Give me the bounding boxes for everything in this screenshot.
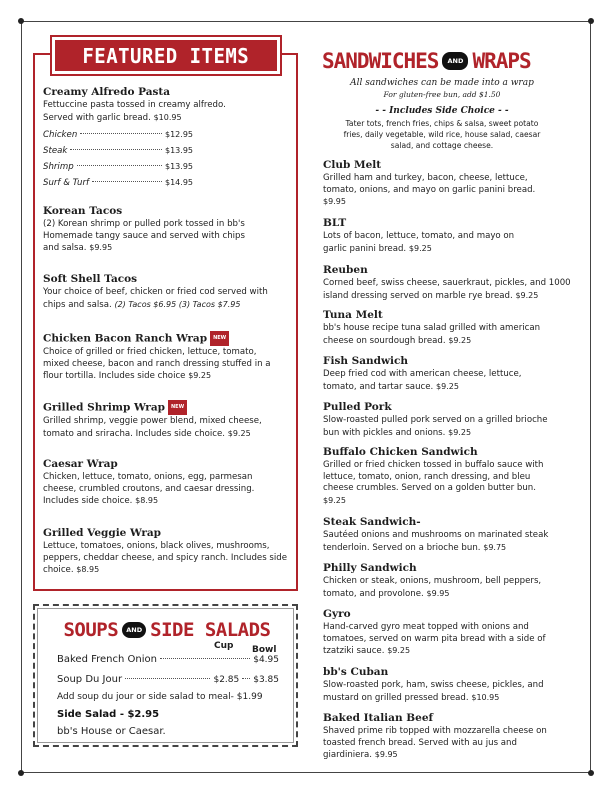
soup-addon: Add soup du jour or side salad to meal- $1.99 bbox=[57, 692, 263, 702]
sandwich-item: Philly Sandwich Chicken or steak, onions, mushroom, bell peppers, tomato, and provolone. $9.95 bbox=[323, 562, 542, 599]
corner-dot bbox=[588, 18, 594, 24]
sandwich-item: Pulled Pork Slow-roasted pulled pork served on a grilled brioche bun with pickles and onions. $9.25 bbox=[323, 401, 548, 438]
menu-item: Grilled Veggie Wrap Lettuce, tomatoes, onions, black olives, mushrooms, peppers, cheddar cheese, and spicy ranch. Includes side choice. $8.95 bbox=[43, 527, 288, 576]
sandwiches-title: SANDWICHES AND WRAPS bbox=[322, 49, 531, 73]
sandwich-item: BLT Lots of bacon, lettuce, tomato, and mayo on garlic panini bread. $9.25 bbox=[323, 217, 515, 254]
menu-item: Korean Tacos (2) Korean shrimp or pulled pork tossed in bb's Homemade tangy sauce and served with chips and salsa. $9.95 bbox=[43, 205, 245, 254]
item-name: Creamy Alfredo Pasta bbox=[43, 86, 171, 98]
sandwich-item: Baked Italian Beef Shaved prime rib topped with mozzarella cheese on toasted french bread. Served with au jus and giardiniera. $9.95 bbox=[323, 712, 547, 761]
sandwich-item: bb's Cuban Slow-roasted pork, ham, swiss cheese, pickles, and mustard on grilled pressed bread. $10.95 bbox=[323, 666, 544, 703]
item-desc: Fettuccine pasta tossed in creamy alfredo. Served with garlic bread. bbox=[43, 100, 226, 123]
wrap-note: All sandwiches can be made into a wrap bbox=[350, 78, 534, 88]
sandwich-item: Buffalo Chicken Sandwich Grilled or fried chicken tossed in buffalo sauce with lettuce, tomato, onion, ranch dressing, and bleu cheese crumbles. Served on a golden butter bun. $9.25 bbox=[323, 446, 544, 505]
menu-item-alfredo bbox=[43, 86, 291, 191]
addon-row: Surf & Turf $14.95 bbox=[43, 178, 193, 189]
menu-item: Grilled Shrimp Wrap NEW Grilled shrimp, veggie power blend, mixed cheese, tomato and sriracha. Includes side choice. $9.25 bbox=[43, 401, 262, 439]
featured-title: FEATURED ITEMS bbox=[82, 43, 250, 68]
new-badge: NEW bbox=[210, 331, 229, 346]
soup-row: Baked French Onion $4.95 bbox=[57, 654, 279, 665]
addon-row: Shrimp $13.95 bbox=[43, 162, 193, 173]
item-price: $10.95 bbox=[153, 112, 182, 122]
new-badge: NEW bbox=[168, 400, 187, 415]
corner-dot bbox=[588, 770, 594, 776]
addon-row: Chicken $12.95 bbox=[43, 130, 193, 141]
side-salad: Side Salad - $2.95 bbox=[57, 709, 160, 720]
soups-title: SOUPS AND SIDE SALADS bbox=[63, 619, 271, 641]
sandwich-item: Fish Sandwich Deep fried cod with american cheese, lettuce, tomato, and tartar sauce. $9.25 bbox=[323, 355, 522, 392]
gluten-note: For gluten-free bun, add $1.50 bbox=[383, 90, 501, 99]
side-salad-desc: bb's House or Caesar. bbox=[57, 726, 166, 737]
side-choices: Tater tots, french fries, chips & salsa, sweet potato fries, daily vegetable, wild rice, house salad, caesar salad, and cottage cheese. bbox=[343, 119, 541, 150]
sandwich-item: Reuben Corned beef, swiss cheese, sauerkraut, pickles, and 1000 island dressing served on marble rye bread. $9.25 bbox=[323, 264, 571, 301]
corner-dot bbox=[18, 770, 24, 776]
includes-side-heading: - - Includes Side Choice - - bbox=[375, 106, 509, 116]
sandwich-item: Steak Sandwich- Sautéed onions and mushrooms on marinated steak tenderloin. Served on a brioche bun. $9.75 bbox=[323, 516, 549, 553]
corner-dot bbox=[18, 18, 24, 24]
menu-item: Caesar Wrap Chicken, lettuce, tomato, onions, egg, parmesan cheese, crumbled croutons, and caesar dressing. Includes side choice. $8.95 bbox=[43, 458, 255, 507]
menu-item: Soft Shell Tacos Your choice of beef, chicken or fried cod served with chips and salsa. (2) Tacos $6.95 (3) Tacos $7.95 bbox=[43, 273, 268, 310]
sandwich-item: Tuna Melt bb's house recipe tuna salad grilled with american cheese on sourdough bread. $9.25 bbox=[323, 309, 541, 346]
menu-item: Chicken Bacon Ranch Wrap NEW Choice of grilled or fried chicken, lettuce, tomato, mixed cheese, bacon and ranch dressing stuffed in a flour tortilla. Includes side choice $9.25 bbox=[43, 332, 271, 382]
featured-banner bbox=[52, 37, 280, 74]
sandwich-item: Club Melt Grilled ham and turkey, bacon, cheese, lettuce, tomato, onions, and mayo on garlic panini bread. $9.95 bbox=[323, 159, 536, 207]
soup-row: Soup Du Jour $2.85 $3.85 bbox=[57, 674, 279, 685]
sandwich-item: Gyro Hand-carved gyro meat topped with onions and tomatoes, served on warm pita bread with a side of tzatziki sauce. $9.25 bbox=[323, 608, 546, 657]
addon-row: Steak $13.95 bbox=[43, 146, 193, 157]
